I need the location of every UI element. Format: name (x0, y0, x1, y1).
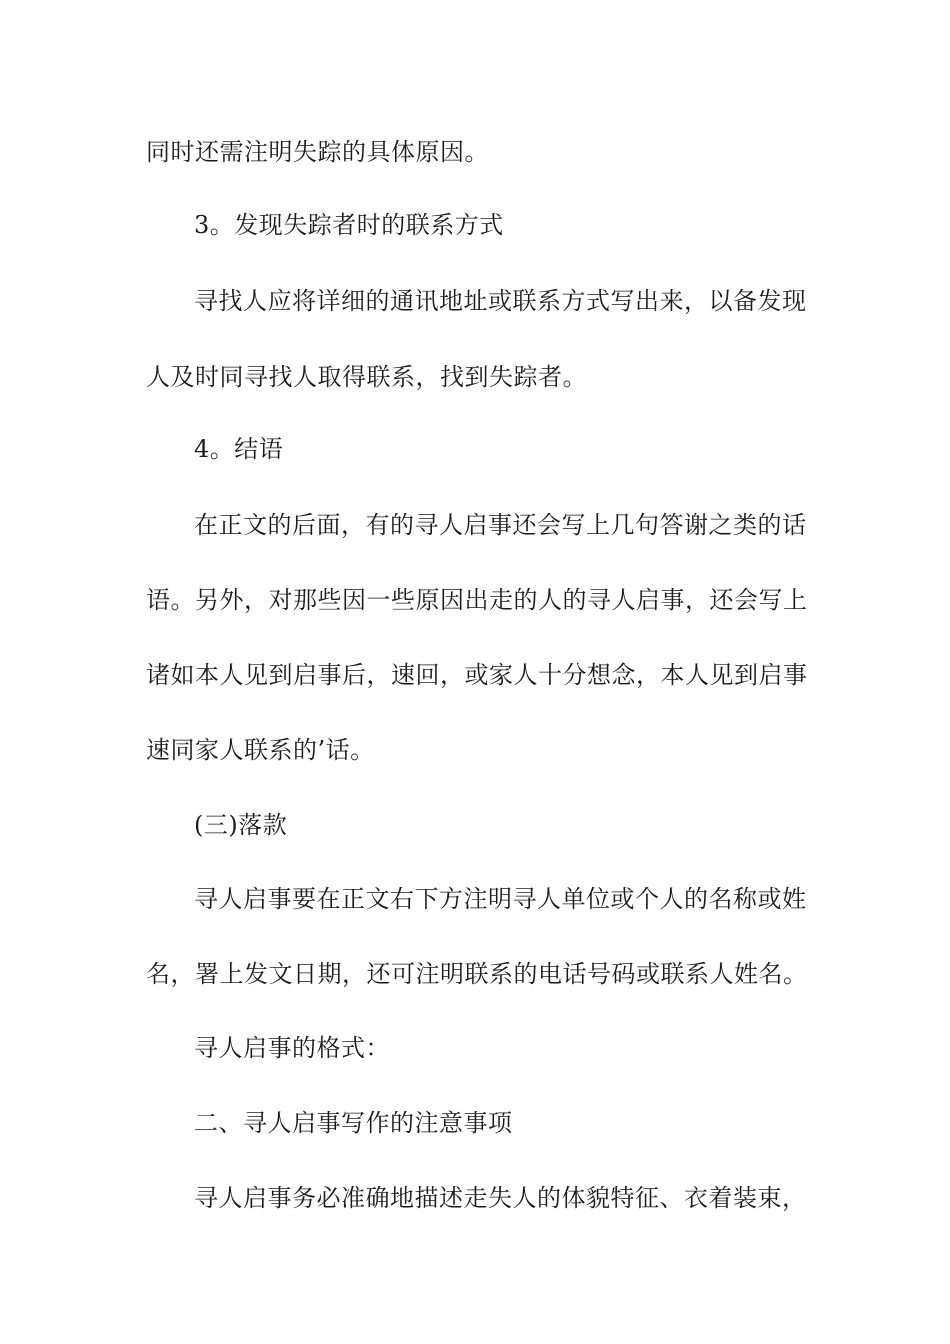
text-line: 在正文的后面，有的寻人启事还会写上几句答谢之类的话 (194, 511, 807, 539)
text-line: 同时还需注明失踪的具体原因。 (146, 138, 489, 166)
text-line: 诸如本人见到启事后，速回，或家人十分想念，本人见到启事 (146, 661, 808, 689)
text-line: 寻找人应将详细的通讯地址或联系方式写出来，以备发现 (194, 287, 807, 315)
text-line: 寻人启事要在正文右下方注明寻人单位或个人的名称或姓 (194, 885, 807, 913)
section-heading: 二、寻人启事写作的注意事项 (194, 1109, 513, 1137)
text-line: 语。另外，对那些因一些原因出走的人的寻人启事，还会写上 (146, 586, 808, 614)
text-line: 寻人启事务必准确地描述走失人的体貌特征、衣着装束， (194, 1184, 807, 1212)
text-line: 速同家人联系的’话。 (146, 736, 375, 764)
text-line: 人及时同寻找人取得联系，找到失踪者。 (146, 363, 587, 391)
text-line: 寻人启事的格式： (194, 1034, 390, 1062)
section-heading: 4。结语 (194, 435, 284, 463)
text-line: 名，署上发文日期，还可注明联系的电话号码或联系人姓名。 (146, 960, 808, 988)
section-heading: 3。发现失踪者时的联系方式 (194, 211, 504, 239)
section-heading: (三)落款 (194, 811, 288, 839)
